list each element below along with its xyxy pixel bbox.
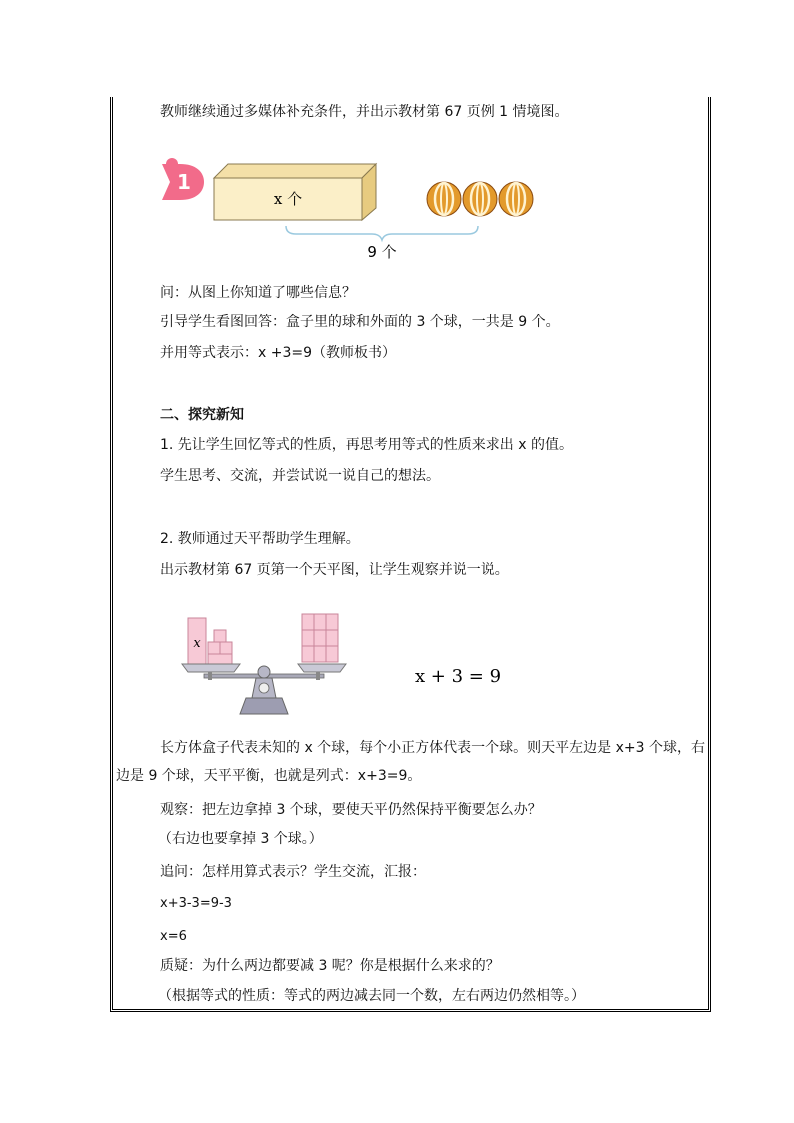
section-title: 二、探究新知	[160, 407, 244, 423]
unknown-label: x	[193, 636, 201, 651]
total-label: 9 个	[367, 243, 397, 261]
intro-line: 教师继续通过多媒体补充条件，并出示教材第 67 页例 1 情境图。	[160, 104, 569, 120]
right-pan-items	[302, 614, 338, 662]
observe-line: 观察：把左边拿掉 3 个球，要使天平仍然保持平衡要怎么办？	[160, 802, 542, 818]
brace	[286, 226, 478, 240]
guide-line: 引导学生看图回答：盒子里的球和外面的 3 个球，一共是 9 个。	[160, 314, 560, 330]
ball	[463, 182, 497, 216]
step-2-sub: 出示教材第 67 页第一个天平图，让学生观察并说一说。	[160, 562, 509, 578]
ball	[427, 182, 461, 216]
question-1: 问：从图上你知道了哪些信息？	[160, 285, 356, 301]
badge-number: 1	[177, 170, 191, 194]
ball	[499, 182, 533, 216]
balance-equation: x + 3 = 9	[414, 666, 502, 687]
explanation-paragraph: 长方体盒子代表未知的 x 个球，每个小正方体代表一个球。则天平左边是 x+3 个球，右边是 9 个球，天平平衡，也就是列式：x+3=9。	[116, 740, 706, 784]
step-1: 1. 先让学生回忆等式的性质，再思考用等式的性质来求出 x 的值。	[160, 437, 573, 453]
observe-answer: （右边也要拿掉 3 个球。）	[158, 831, 323, 847]
doubt-answer: （根据等式的性质：等式的两边减去同一个数，左右两边仍然相等。）	[158, 988, 585, 1004]
box-label: x 个	[273, 190, 303, 208]
balance-illustration	[180, 598, 520, 722]
example1-illustration	[150, 150, 550, 265]
box	[214, 164, 376, 220]
calc-line-1: x+3-3=9-3	[160, 896, 232, 911]
step-1-sub: 学生思考、交流，并尝试说一说自己的想法。	[160, 468, 440, 484]
equation-note: 并用等式表示：x +3=9（教师板书）	[160, 345, 397, 361]
calc-line-2: x=6	[160, 929, 187, 944]
left-pan-items	[188, 618, 232, 664]
balls	[427, 182, 533, 216]
step-2: 2. 教师通过天平帮助学生理解。	[160, 531, 360, 547]
doubt-line: 质疑：为什么两边都要减 3 呢？你是根据什么来求的？	[160, 958, 500, 974]
ask-line: 追问：怎样用算式表示？学生交流，汇报：	[160, 864, 426, 880]
example-badge	[162, 158, 204, 200]
scale	[182, 664, 346, 714]
